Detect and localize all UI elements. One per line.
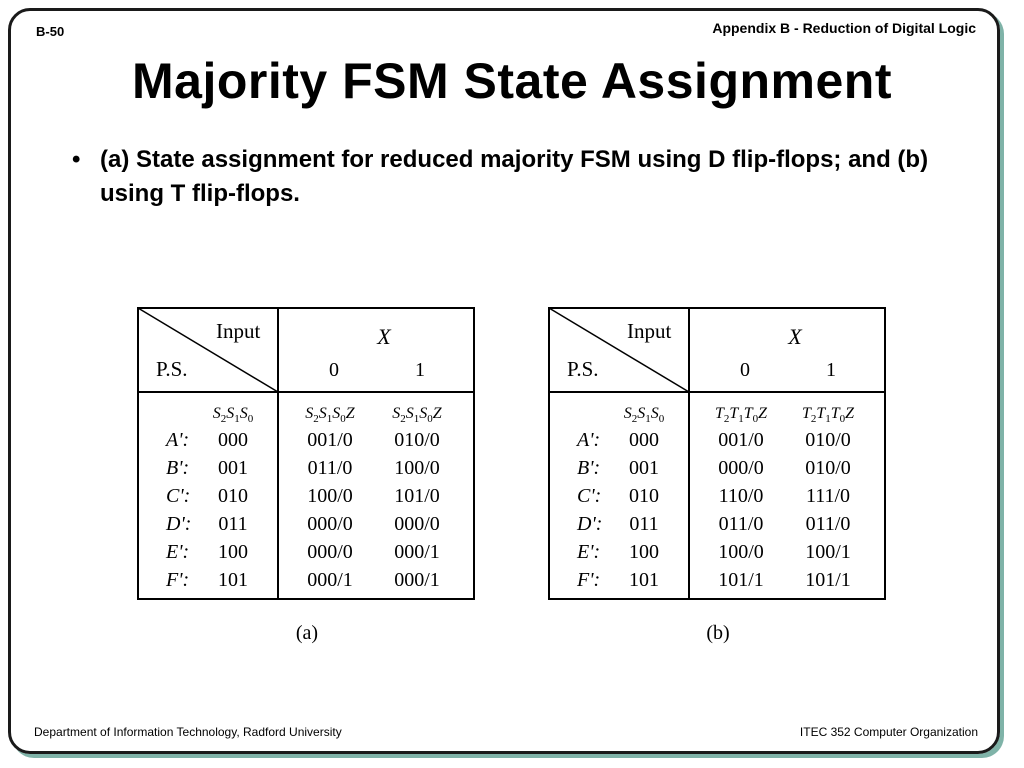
footer-department: Department of Information Technology, Radford University [34,725,342,739]
table-row [164,429,440,451]
corner-ps-label: P.S. [567,357,599,381]
state-code: 100 [629,541,659,563]
table-row [166,485,440,507]
x-value-0: 0 [329,359,339,381]
table-row [576,569,851,591]
table-row [577,485,850,507]
next-col-header-0: $T_2T_1T_0Z$ [714,405,768,425]
x-value-1: 1 [826,359,836,381]
next-state-x1: 010/0 [805,429,851,451]
next-state-x0: 000/0 [718,457,764,479]
corner-input-label: Input [627,319,672,343]
table-row [576,513,850,535]
next-state-x1: 000/1 [394,541,440,563]
state-code: 011 [218,513,248,535]
slide-title: Majority FSM State Assignment [132,53,892,109]
state-label: E': [577,541,601,563]
next-state-x1: 011/0 [805,513,851,535]
table-caption: (b) [706,622,730,644]
next-state-x1: 000/1 [394,569,440,591]
next-state-x0: 000/1 [307,569,353,591]
state-label: A': [577,429,601,451]
state-code: 000 [218,429,248,451]
next-state-x0: 101/1 [718,569,764,591]
next-state-x0: 110/0 [718,485,764,507]
state-table-b [549,308,885,644]
state-label: E': [166,541,190,563]
state-code: 011 [629,513,659,535]
state-label: A': [166,429,190,451]
state-code: 101 [629,569,659,591]
state-col-header: $S_2S_1S_0$ [623,405,665,425]
next-state-x0: 100/0 [307,485,353,507]
next-col-header-0: $S_2S_1S_0Z$ [305,405,355,425]
next-state-x0: 000/0 [307,513,353,535]
state-code: 010 [629,485,659,507]
next-state-x1: 100/1 [805,541,851,563]
state-code: 000 [629,429,659,451]
state-table-a [138,308,474,644]
state-code: 001 [218,457,248,479]
table-row [165,569,440,591]
next-state-x1: 101/0 [394,485,440,507]
state-label: C': [166,485,191,507]
table-row [166,457,440,479]
corner-ps-label: P.S. [156,357,188,381]
next-state-x1: 101/1 [805,569,851,591]
state-label: B': [577,457,601,479]
state-code: 101 [218,569,248,591]
corner-input-label: Input [216,319,261,343]
page-number: B-50 [36,24,65,39]
state-label: F': [166,569,190,591]
state-code: 001 [629,457,659,479]
state-code: 010 [218,485,248,507]
next-state-x0: 011/0 [307,457,353,479]
x-value-1: 1 [415,359,425,381]
next-state-x1: 111/0 [805,485,851,507]
table-row [575,429,851,451]
bullet-icon: • [72,146,81,173]
state-col-header: $S_2S_1S_0$ [212,405,254,425]
next-state-x1: 010/0 [805,457,851,479]
state-label: B': [166,457,190,479]
state-label: C': [577,485,602,507]
table-row [576,541,851,563]
state-label: D': [577,513,603,535]
table-caption: (a) [295,622,319,644]
next-col-header-1: $S_2S_1S_0Z$ [392,405,442,425]
x-value-0: 0 [740,359,750,381]
footer-course: ITEC 352 Computer Organization [799,725,978,739]
next-col-header-1: $T_2T_1T_0Z$ [801,405,855,425]
next-state-x0: 011/0 [718,513,764,535]
table-row [577,457,851,479]
next-state-x0: 100/0 [718,541,764,563]
state-label: F': [577,569,601,591]
next-state-x0: 001/0 [718,429,764,451]
bullet-text: (a) State assignment for reduced majority FSM using D flip-flops; and (b) using T flip-flops. [100,146,929,207]
state-code: 100 [218,541,248,563]
table-row [165,513,440,535]
next-state-x0: 001/0 [307,429,353,451]
next-state-x1: 000/0 [394,513,440,535]
state-label: D': [166,513,192,535]
table-row [165,541,440,563]
x-label: X [377,324,391,349]
section-header: Appendix B - Reduction of Digital Logic [712,20,976,36]
next-state-x0: 000/0 [307,541,353,563]
next-state-x1: 100/0 [394,457,440,479]
x-label: X [788,324,802,349]
next-state-x1: 010/0 [394,429,440,451]
